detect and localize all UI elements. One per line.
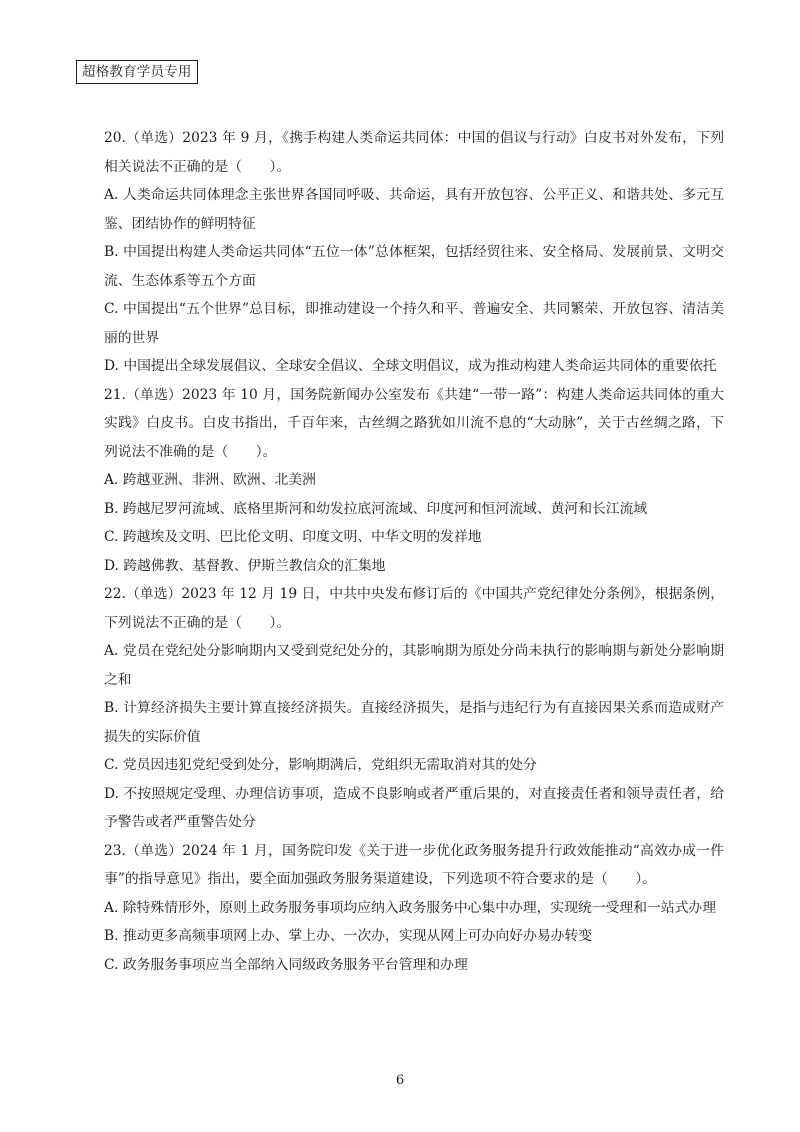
- option-b: B. 中国提出构建人类命运共同体“五位一体”总体框架，包括经贸往来、安全格局、发展前景、文明交流、生态体系等五个方面: [104, 244, 724, 289]
- option-b: B. 计算经济损失主要计算直接经济损失。直接经济损失，是指与违纪行为有直接因果关系而造成财产损失的实际价值: [104, 700, 724, 745]
- option-a: A. 跨越亚洲、非洲、欧洲、北美洲: [104, 472, 316, 488]
- option-c: C. 跨越埃及文明、巴比伦文明、印度文明、中华文明的发祥地: [104, 529, 482, 545]
- option-c: C. 党员因违犯党纪受到处分，影响期满后，党组织无需取消对其的处分: [104, 757, 537, 773]
- question-stem: 22.（单选）2023 年 12 月 19 日，中共中央发布修订后的《中国共产党纪律处分条例》，根据条例，下列说法不正确的是（ ）。: [104, 586, 724, 631]
- question-stem: 23.（单选）2024 年 1 月，国务院印发《关于进一步优化政务服务提升行政效能推动“高效办成一件事”的指导意见》指出，要全面加强政务服务渠道建设，下列选项不符合要求的是（ ）。: [104, 842, 724, 887]
- option-b: B. 跨越尼罗河流域、底格里斯河和幼发拉底河流域、印度河和恒河流域、黄河和长江流域: [104, 500, 648, 517]
- question-stem: 21.（单选）2023 年 10 月，国务院新闻办公室发布《共建“一带一路”：构建人类命运共同体的重大实践》白皮书。白皮书指出，千百年来，古丝绸之路犹如川流不息的“大动脉”，关于古丝绸之路，下列说法不准确的是（ ）。: [104, 386, 724, 460]
- option-b: B. 推动更多高频事项网上办、掌上办、一次办，实现从网上可办向好办易办转变: [104, 928, 593, 944]
- option-a: A. 人类命运共同体理念主张世界各国同呼吸、共命运，具有开放包容、公平正义、和谐共处、多元互鉴、团结协作的鲜明特征: [104, 187, 724, 232]
- question-20: [104, 124, 724, 381]
- option-d: D. 中国提出全球发展倡议、全球安全倡议、全球文明倡议，成为推动构建人类命运共同体的重要依托: [104, 358, 717, 374]
- option-d: D. 跨越佛教、基督教、伊斯兰教信众的汇集地: [104, 557, 386, 574]
- question-21: [104, 381, 724, 581]
- document-body: [104, 124, 724, 979]
- option-c: C. 中国提出“五个世界”总目标，即推动建设一个持久和平、普遍安全、共同繁荣、开放包容、清洁美丽的世界: [104, 301, 724, 346]
- page-number: 6: [395, 1073, 405, 1088]
- option-d: D. 不按照规定受理、办理信访事项，造成不良影响或者严重后果的，对直接责任者和领导责任者，给予警告或者严重警告处分: [104, 785, 724, 830]
- question-23: [104, 837, 724, 980]
- option-a: A. 党员在党纪处分影响期内又受到党纪处分的，其影响期为原处分尚未执行的影响期与新处分影响期之和: [104, 643, 724, 688]
- option-a: A. 除特殊情形外，原则上政务服务事项均应纳入政务服务中心集中办理，实现统一受理和一站式办理: [104, 899, 716, 916]
- header-label: 超格教育学员专用: [76, 60, 198, 84]
- question-stem: 20.（单选）2023 年 9 月，《携手构建人类命运共同体：中国的倡议与行动》白皮书对外发布，下列相关说法不正确的是（ ）。: [104, 130, 724, 175]
- option-c: C. 政务服务事项应当全部纳入同级政务服务平台管理和办理: [104, 956, 468, 973]
- question-22: [104, 580, 724, 837]
